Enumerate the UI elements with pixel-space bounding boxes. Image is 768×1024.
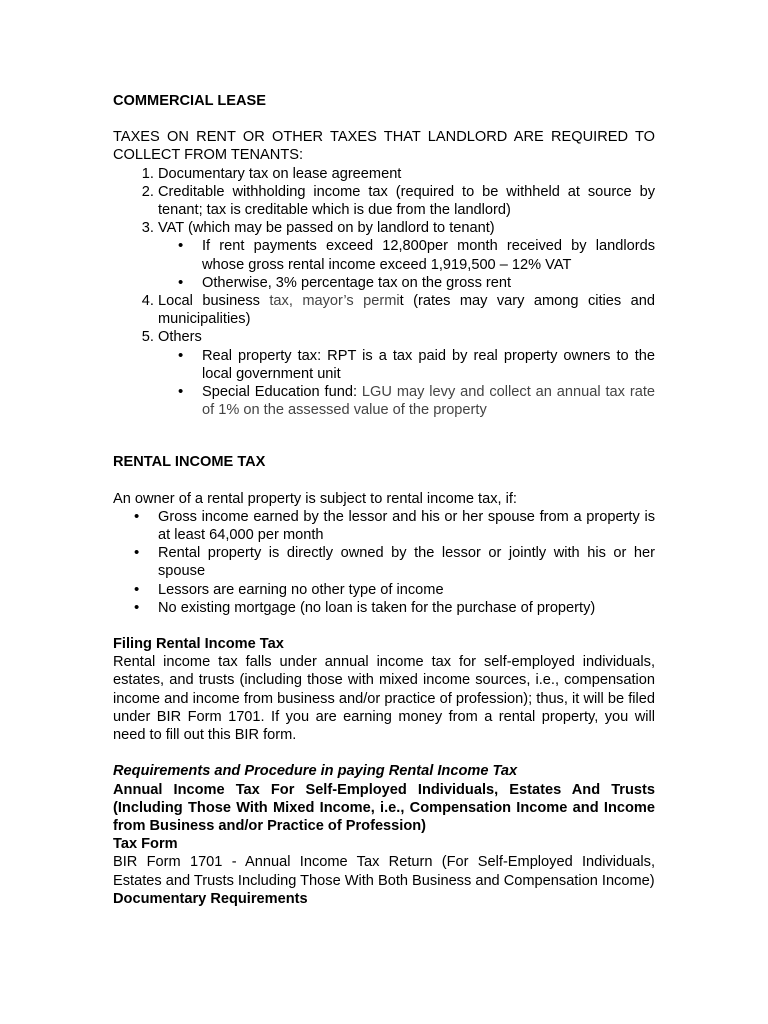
list-item: • Rental property is directly owned by the lessor or jointly with his or her spouse (158, 544, 655, 580)
requirements-heading: Requirements and Procedure in paying Rental Income Tax (113, 763, 518, 780)
list-item: • Gross income earned by the lessor and his or her spouse from a property is at least 64,000 per month (158, 508, 655, 544)
filing-text: Rental income tax falls under annual income tax for self-employed individuals, estates, and trusts (including those with mixed income sources, i.e., compensation income and income from business and/or practice of profession); thus, it will be filed under BIR Form 1701. If you are earning money from a rental property, you will need to fill out this BIR form. (113, 654, 655, 744)
requirements-subheading: Annual Income Tax For Self-Employed Individuals, Estates And Trusts (Including Those With Mixed Income, i.e., Compensation Income and Income from Business and/or Practice of Profession) (113, 781, 655, 834)
list-item: 1. Documentary tax on lease agreement (158, 165, 655, 183)
others-sublist (158, 347, 655, 420)
list-item: • Otherwise, 3% percentage tax on the gross rent (202, 274, 655, 292)
commercial-lease-heading: COMMERCIAL LEASE (113, 93, 266, 109)
rental-income-tax-bullets (114, 508, 655, 617)
tax-form-label: Tax Form (113, 836, 178, 853)
filing-heading: Filing Rental Income Tax (113, 636, 284, 653)
list-item: 5. Others • Real property tax: RPT is a tax paid by real property owners to the local government unit • Special Education fund: LGU may levy and collect an annual tax rate of 1% on the assessed value of the property (158, 328, 655, 419)
list-item: 4. Local business tax, mayor’s permit (rates may vary among cities and municipalities) (158, 292, 655, 328)
list-item: • No existing mortgage (no loan is taken for the purchase of property) (158, 599, 655, 617)
tax-form-text: BIR Form 1701 - Annual Income Tax Return (For Self-Employed Individuals, Estates and Trusts Including Those With Both Business and Compensation Income) (113, 854, 655, 889)
document-page (113, 92, 655, 908)
rental-income-tax-intro: An owner of a rental property is subject to rental income tax, if: (113, 490, 517, 507)
list-item: 2. Creditable withholding income tax (required to be withheld at source by tenant; tax is creditable which is due from the landlord) (158, 183, 655, 219)
list-item: • Special Education fund: LGU may levy and collect an annual tax rate of 1% on the assessed value of the property (202, 383, 655, 419)
rental-income-tax-heading: RENTAL INCOME TAX (113, 454, 266, 471)
commercial-lease-intro: TAXES ON RENT OR OTHER TAXES THAT LANDLORD ARE REQUIRED TO COLLECT FROM TENANTS: (113, 129, 655, 164)
vat-sublist (158, 237, 655, 292)
list-item: • If rent payments exceed 12,800per month received by landlords whose gross rental income exceed 1,919,500 – 12% VAT (202, 237, 655, 273)
list-item: 3. VAT (which may be passed on by landlord to tenant) • If rent payments exceed 12,800per month received by landlords whose gross rental income exceed 1,919,500 – 12% VAT • Otherwise, 3% percentage tax on the gross rent (158, 219, 655, 292)
commercial-lease-list (113, 165, 655, 420)
list-item: • Real property tax: RPT is a tax paid by real property owners to the local government unit (202, 347, 655, 383)
documentary-requirements-label: Documentary Requirements (113, 890, 308, 907)
list-item: • Lessors are earning no other type of income (158, 581, 655, 599)
